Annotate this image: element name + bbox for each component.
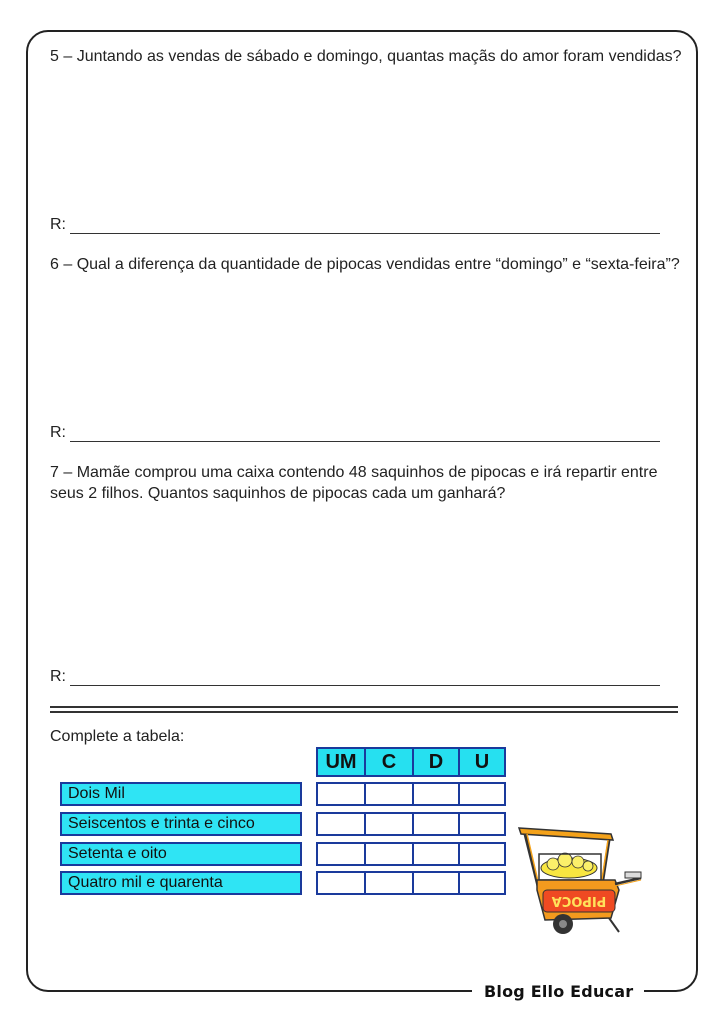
- header-c: C: [364, 747, 414, 777]
- cell-r4-u[interactable]: [458, 871, 506, 895]
- cell-r1-um[interactable]: [316, 782, 366, 806]
- header-u: U: [458, 747, 506, 777]
- row-label-4: Quatro mil e quarenta: [60, 871, 302, 895]
- answer-line[interactable]: [70, 429, 660, 442]
- cell-r1-c[interactable]: [364, 782, 414, 806]
- answer-5[interactable]: [50, 212, 660, 234]
- answer-label: R:: [50, 216, 66, 233]
- question-5: 5 – Juntando as vendas de sábado e domingo, quantas maçãs do amor foram vendidas?: [50, 48, 682, 65]
- cart-sign: PIPOCA: [551, 893, 607, 908]
- cell-r4-um[interactable]: [316, 871, 366, 895]
- answer-7[interactable]: [50, 664, 660, 686]
- answer-6[interactable]: [50, 420, 660, 442]
- cell-r2-u[interactable]: [458, 812, 506, 836]
- cell-r4-c[interactable]: [364, 871, 414, 895]
- cell-r3-u[interactable]: [458, 842, 506, 866]
- answer-line[interactable]: [70, 221, 660, 234]
- row-label-2: Seiscentos e trinta e cinco: [60, 812, 302, 836]
- cell-r1-u[interactable]: [458, 782, 506, 806]
- cell-r3-c[interactable]: [364, 842, 414, 866]
- header-um: UM: [316, 747, 366, 777]
- separator-line-top: [50, 706, 678, 708]
- cell-r2-d[interactable]: [412, 812, 460, 836]
- cell-r1-d[interactable]: [412, 782, 460, 806]
- cell-r4-d[interactable]: [412, 871, 460, 895]
- question-7: 7 – Mamãe comprou uma caixa contendo 48 saquinhos de pipocas e irá repartir entre seus 2 filhos. Quantos saquinhos de pipocas cada um ganhará?: [50, 464, 658, 502]
- answer-line[interactable]: [70, 673, 660, 686]
- cell-r2-um[interactable]: [316, 812, 366, 836]
- answer-label: R:: [50, 668, 66, 685]
- row-label-3: Setenta e oito: [60, 842, 302, 866]
- header-d: D: [412, 747, 460, 777]
- cell-r3-um[interactable]: [316, 842, 366, 866]
- footer-brand: Blog Ello Educar: [484, 982, 634, 1001]
- answer-label: R:: [50, 424, 66, 441]
- cell-r3-d[interactable]: [412, 842, 460, 866]
- table-title: Complete a tabela:: [50, 728, 185, 745]
- cell-r2-c[interactable]: [364, 812, 414, 836]
- separator-line-bottom: [50, 711, 678, 713]
- question-6: 6 – Qual a diferença da quantidade de pipocas vendidas entre “domingo” e “sexta-feira”?: [50, 256, 680, 273]
- popcorn-cart-icon: [515, 820, 645, 938]
- row-label-1: Dois Mil: [60, 782, 302, 806]
